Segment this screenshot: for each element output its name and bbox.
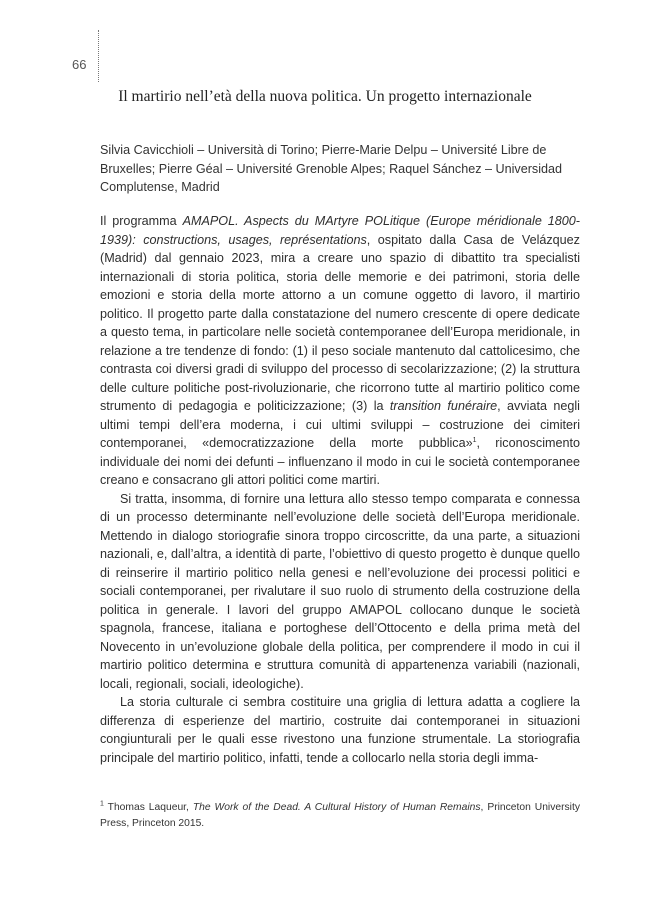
article-title: Il martirio nell’età della nuova politica. Un progetto internazionale — [118, 88, 532, 105]
page-number: 66 — [72, 57, 87, 72]
article-body — [100, 212, 580, 767]
folio-divider — [98, 30, 99, 82]
footnote-text-c: , Princeton University Press, Princeton 2015. — [100, 802, 580, 829]
paragraph-3: La storia culturale ci sembra costituire una griglia di lettura adatta a cogliere la differenza di esperienze del martirio, costruite dai contemporanei in situazioni congiunturali per le quali esse rivestono una funzione strumentale. La storiografia principale del martirio politico, infatti, tende a collocarlo nella storia degli imma- — [100, 695, 580, 765]
author-affiliations: Silvia Cavicchioli – Università di Torino; Pierre-Marie Delpu – Université Libre de Bruxelles; Pierre Géal – Université Grenoble Alpes; Raquel Sánchez – Universidad Complutense, Madrid — [100, 143, 563, 194]
p1-text-c: , ospitato dalla Casa de Velázquez (Madrid) dal gennaio 2023, mira a creare uno spazio di dibattito tra specialisti internazionali di storia politica, storia delle memorie e dei patrimoni, storia delle emozioni e storia della morte attorno a un comune oggetto di lavoro, il martirio politico. Il progetto parte dalla constatazione del numero crescente di opere dedicate a questo tema, in particolare nelle società contemporanee dell’Europa meridionale, in relazione a tre tendenze di fondo: (1) il peso sociale mantenuto dal cattolicesimo, che contrasta coi diversi gradi di sviluppo del processo di secolarizzazione; (2) la struttura delle culture politiche post-rivoluzionarie, che ricorrono tutte al martirio politico come strumento di pedagogia e politicizzazione; (3) la — [100, 232, 580, 413]
p1-text-f: , riconoscimento individuale dei nomi dei defunti – influenzano il modo in cui le società contemporanee creano e consacrano gli attori politici come martiri. — [100, 436, 580, 487]
program-title: AMAPOL. Aspects du MArtyre POLitique (Europe méridionale 1800-1939): constructions, usages, représentations — [100, 214, 580, 247]
p1-text-a: Il programma — [100, 214, 183, 228]
paragraph-2: Si tratta, insomma, di fornire una lettura allo stesso tempo comparata e connessa di un processo determinante nell’evoluzione delle società dell’Europa meridionale. Mettendo in dialogo storiografie sinora troppo circoscritte, da una parte, a situazioni nazionali, e, dall’altra, a identità di parte, l’obiettivo di questo progetto è dunque quello di reinserire il martirio politico nella genesi e nell’evoluzione dei processi politici e sociali contemporanei, per rivalutare il suo ruolo di strumento della costruzione della politica in generale. I lavori del gruppo AMAPOL collocano dunque le società spagnola, francese, italiana e portoghese dell’Ottocento e della prima metà del Novecento in un’evoluzione globale della politica, per comprendere il modo in cui il martirio politico determina e struttura comunità di appartenenza variabili (nazionali, locali, regionali, sociali, ideologiche). — [100, 491, 580, 691]
footnote-text-a: Thomas Laqueur, — [103, 802, 193, 813]
footnote-book-title: The Work of the Dead. A Cultural History of Human Remains — [192, 802, 481, 813]
transition-funeraire-term: transition funéraire — [389, 399, 498, 413]
footnote — [100, 800, 580, 831]
p1-text-e: , avviata negli ultimi tempi dell’era moderna, i cui ultimi sviluppi – costruzione dei cimiteri contemporanei, «democratizzazione della morte pubblica» — [100, 399, 580, 450]
footnote-number: 1 — [100, 800, 104, 808]
paragraph-1 — [100, 212, 580, 490]
footnote-ref[interactable]: 1 — [472, 436, 477, 444]
